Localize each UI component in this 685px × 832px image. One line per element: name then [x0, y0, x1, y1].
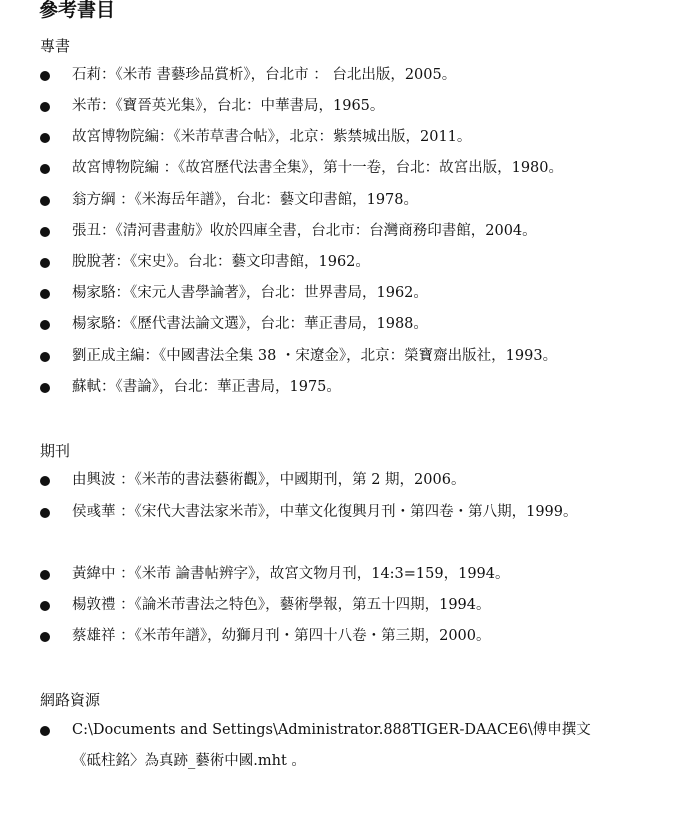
bullet-icon	[40, 383, 50, 393]
entry-text: 劉正成主編：《中國書法全集 38 ・宋遼金》，北京：榮寶齋出版社，1993。	[72, 348, 558, 364]
bullet-icon	[40, 570, 50, 580]
bullet-icon	[40, 352, 50, 362]
entry-text: 蔡雄祥 ：《米芾年譜》，幼獅月刊・第四十八卷・第三期，2000。	[72, 628, 491, 644]
bullet-icon	[40, 476, 50, 486]
entry-text: 故宮博物院編：《米芾草書合帖》，北京：紫禁城出版，2011。	[72, 129, 472, 145]
bullet-icon	[40, 726, 50, 736]
entry-text: 故宮博物院編 ：《故宮歷代法書全集》，第十一卷，台北：故宮出版，1980。	[72, 160, 564, 176]
entry-text: C:\Documents and Settings\Administrator.888TIGER-DAACE6\傅申撰文《砥柱銘〉為真跡_藝術中國.mht 。	[72, 722, 591, 769]
entry-text: 楊家駱：《歷代書法論文選》，台北：華正書局，1988。	[72, 316, 428, 332]
bullet-icon	[40, 632, 50, 642]
section-heading-books: 專書	[40, 37, 71, 55]
bullet-icon	[40, 133, 50, 143]
bullet-icon	[40, 508, 50, 518]
entry-text: 楊家駱：《宋元人書學論著》，台北：世界書局，1962。	[72, 285, 428, 301]
entry-text: 楊敦禮 ：《論米芾書法之特色》，藝術學報，第五十四期，1994。	[72, 597, 491, 613]
bullet-icon	[40, 601, 50, 611]
entry-text: 張丑：《清河書畫舫》收於四庫全書，台北市：台灣商務印書館，2004。	[72, 223, 537, 239]
entry-text: 侯彧華 ：《宋代大書法家米芾》，中華文化復興月刊・第四卷・第八期，1999。	[72, 504, 578, 520]
entry-text: 黃緯中 ：《米芾 論書帖辨字》，故宮文物月刊，14:3=159，1994。	[72, 566, 510, 582]
bullet-icon	[40, 102, 50, 112]
entry-text: 蘇軾：《書論》，台北：華正書局，1975。	[72, 379, 341, 395]
bullet-icon	[40, 71, 50, 81]
entry-text: 脫脫著：《宋史》。台北：藝文印書館，1962。	[72, 254, 370, 270]
bullet-icon	[40, 289, 50, 299]
bullet-icon	[40, 258, 50, 268]
bullet-icon	[40, 196, 50, 206]
page-title: 參考書目	[39, 0, 116, 21]
section-heading-journals: 期刊	[40, 442, 71, 460]
entry-text: 由興波 ：《米芾的書法藝術觀》，中國期刊，第 2 期，2006。	[72, 472, 466, 488]
entry-text: 石莉：《米芾 書藝珍品賞析》，台北市 ： 台北出版，2005。	[72, 67, 457, 83]
entry-text: 翁方綱 ：《米海岳年譜》，台北：藝文印書館，1978。	[72, 192, 419, 208]
entry-text: 米芾：《寶晉英光集》，台北：中華書局，1965。	[72, 98, 385, 114]
bullet-icon	[40, 227, 50, 237]
bullet-icon	[40, 320, 50, 330]
section-heading-web-resources: 網路資源	[40, 691, 101, 709]
bullet-icon	[40, 164, 50, 174]
